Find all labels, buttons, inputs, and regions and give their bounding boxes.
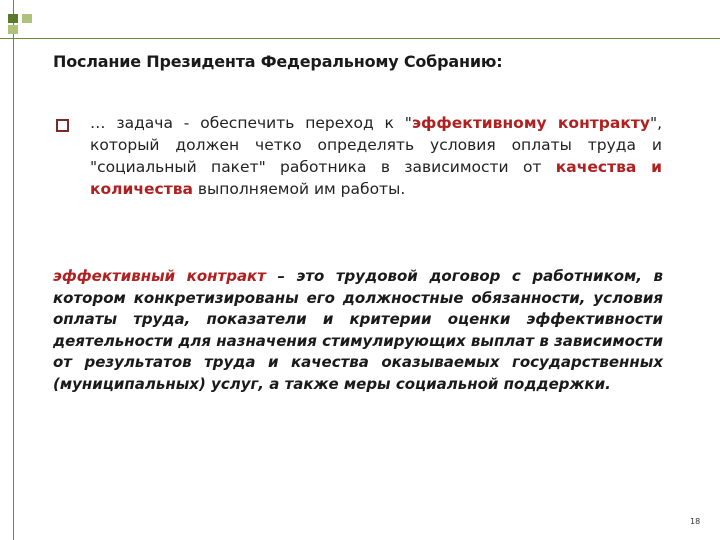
- bullet-text-2: ", который должен четко определять условия оплаты труда и "социальный пакет" работника в зависимости от: [90, 114, 663, 176]
- bullet-text-1: … задача - обеспечить переход к ": [90, 114, 412, 132]
- frame-horizontal-line: [0, 38, 720, 39]
- decor-square-dark: [8, 14, 18, 23]
- definition-text: – это трудовой договор с работником, в котором конкретизированы его должностные обязанности, условия оплаты труда, показатели и критерии оценки эффективности деятельности для назначения стимулирующих выплат в зависимости от результатов труда и качества оказываемых государственных (муниципальных) услуг, а также меры социальной поддержки.: [53, 267, 663, 393]
- decor-square-light: [8, 25, 18, 34]
- bullet-paragraph: [90, 112, 662, 200]
- highlight-effective-contract: эффективному контракту: [411, 114, 650, 132]
- definition-term: эффективный контракт: [53, 267, 266, 285]
- page-number: 18: [690, 517, 701, 526]
- highlight-quality-quantity: качества и количества: [90, 158, 662, 198]
- frame-vertical-line: [13, 0, 14, 540]
- definition-paragraph: [53, 266, 663, 395]
- slide-heading: Послание Президента Федеральному Собранию:: [53, 52, 503, 71]
- decor-square-light: [22, 14, 32, 23]
- bullet-text-3: выполняемой им работы.: [192, 180, 406, 198]
- hollow-square-bullet-icon: [56, 119, 69, 132]
